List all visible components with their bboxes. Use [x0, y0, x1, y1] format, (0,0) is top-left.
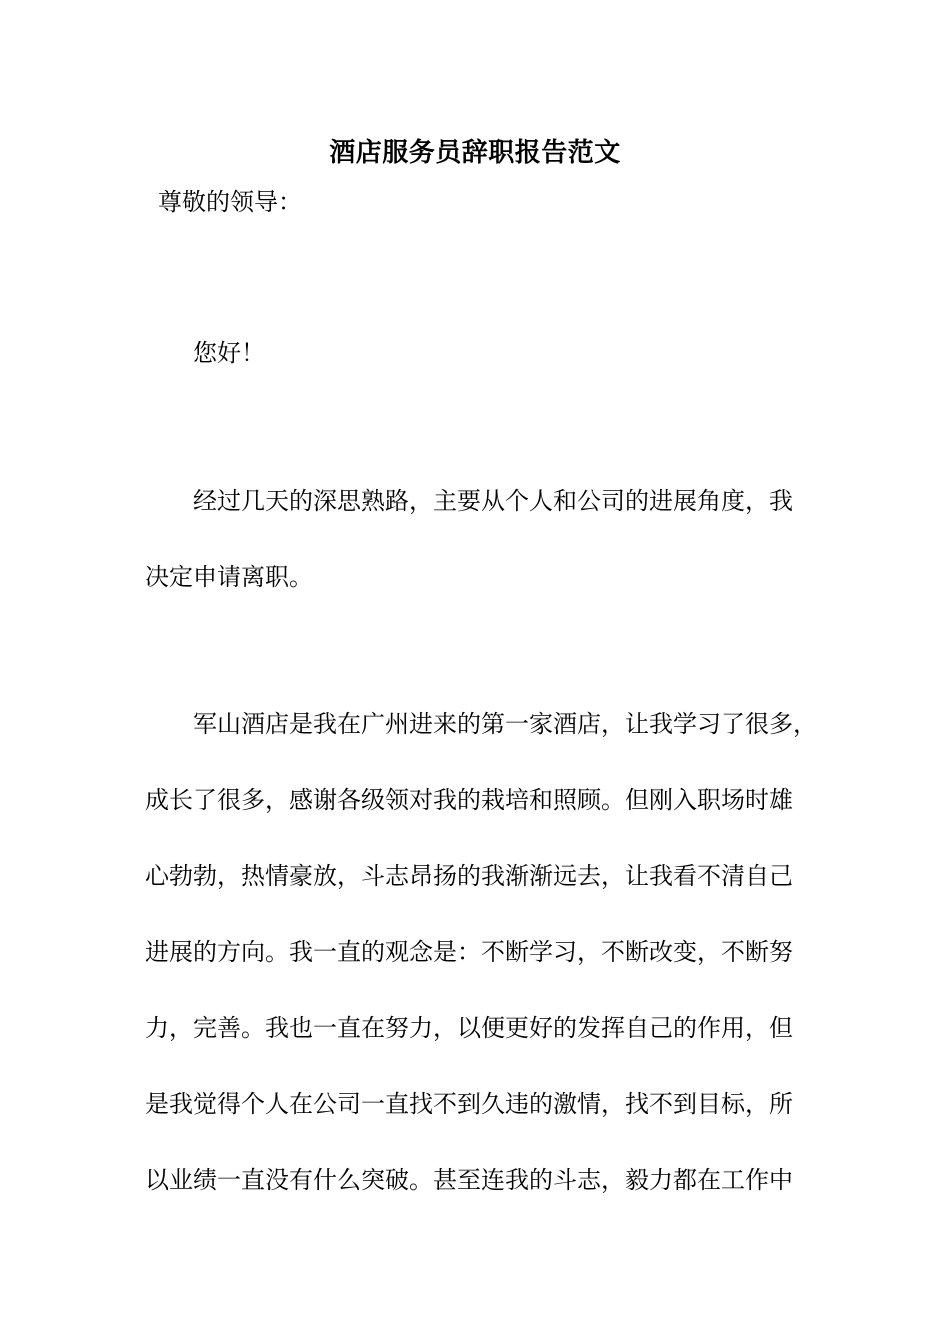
decision-paragraph: [145, 463, 835, 615]
paragraph-line: 是我觉得个人在公司一直找不到久违的激情，找不到目标，所: [145, 1090, 793, 1118]
greeting-line: 您好！: [193, 339, 265, 367]
paragraph-line: 以业绩一直没有什么突破。甚至连我的斗志，毅力都在工作中: [145, 1166, 793, 1194]
document-title: 酒店服务员辞职报告范文: [329, 138, 621, 168]
paragraph-line: 成长了很多，感谢各级领对我的栽培和照顾。但刚入职场时雄: [145, 786, 793, 814]
salutation: 尊敬的领导：: [158, 188, 302, 216]
paragraph-line: 进展的方向。我一直的观念是：不断学习，不断改变，不断努: [145, 938, 793, 966]
paragraph-line: 力，完善。我也一直在努力，以便更好的发挥自己的作用，但: [145, 1014, 793, 1042]
paragraph-line: 决定申请离职。: [145, 563, 313, 591]
paragraph-line: 心勃勃，热情豪放，斗志昂扬的我渐渐远去，让我看不清自己: [145, 862, 793, 890]
paragraph-line: 军山酒店是我在广州进来的第一家酒店，让我学习了很多，: [193, 710, 817, 738]
reason-paragraph: [145, 686, 835, 1218]
paragraph-line: 经过几天的深思熟路，主要从个人和公司的进展角度，我: [193, 487, 793, 515]
greeting-paragraph: [145, 315, 835, 391]
